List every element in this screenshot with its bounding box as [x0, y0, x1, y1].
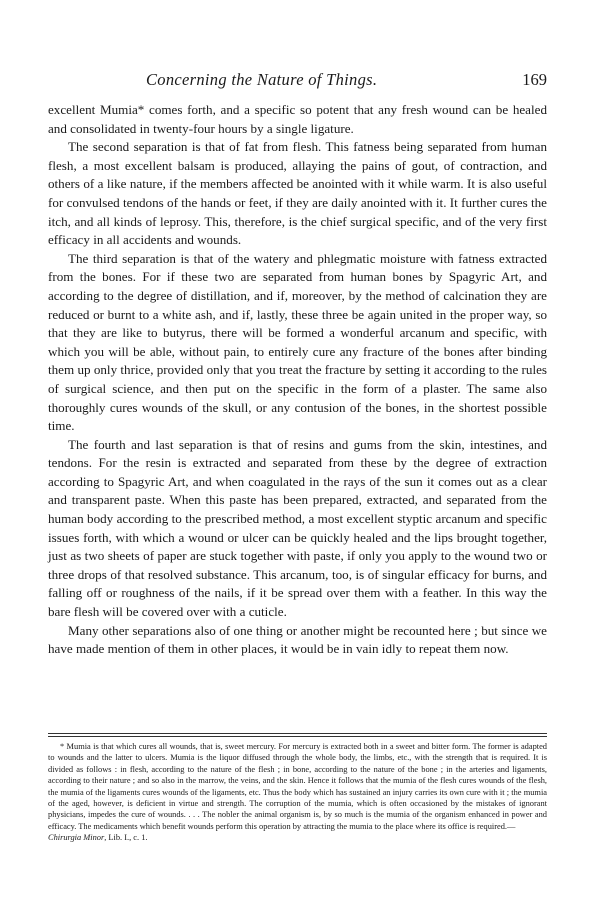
page-number: 169: [522, 70, 547, 89]
running-title: Concerning the Nature of Things.: [146, 70, 378, 89]
paragraph: The fourth and last separation is that of resins and gums from the skin, intestines, and tendons. For the resin is extracted and separated from these by the degree of extraction according to Spagyric Art, and when coagulated in the rays of the sun it comes out as a clear and transparent paste. When this paste has been prepared, extracted, and separated from the human body according to the prescribed method, a most excellent styptic arcanum and specific issues forth, with which a wound or ulcer can be quickly healed and the lips brought together, just as two sheets of paper are stuck together with paste, if only you apply to the wound two or three drops of that resolved substance. This arcanum, too, is of singular efficacy for burns, and falling off or roughness of the nails, if it be spread over them with a feather. In this way the bare flesh will be covered over with a cuticle.: [48, 436, 547, 620]
footnote-text: * Mumia is that which cures all wounds, that is, sweet mercury. For mercury is extracted both in a sweet and bitter form. The former is adapted to wounds and the latter to ulcers. Mumia is the liquor diffused through the whole body, the limbs, etc., with the strength that is required. It is divided as follows : in flesh, according to the nature of the flesh ; in bone, according to the nature of the bone ; in the arteries and ligaments, according to their nature ; and so also in the marrow, the veins, and the skin. Hence it follows that the mumia of the flesh cures wounds of the flesh, the mumia of the ligaments cures wounds of the ligaments, etc. Thus the body which has sustained an injury carries its own cure with it ; the mumia of the aged, however, is deficient in virtue and strength. The corruption of the mumia, which is often occasioned by the mistakes of ignorant physicians, impedes the cure of wounds. . . . The nobler the animal organism is, by so much is the mumia of the organism enhanced in power and efficacy. The medicaments which benefit wounds perform this operation by attracting the mumia to the place where its office is required.—: [48, 742, 547, 831]
page-header: [48, 70, 547, 96]
footnote-separator: [48, 733, 547, 739]
body-text: [48, 101, 547, 659]
footnote-citation-ref: , Lib. I., c. 1.: [104, 833, 148, 843]
paragraph: Many other separations also of one thing or another might be recounted here ; but since we have made mention of them in other places, it would be in vain idly to repeat them now.: [48, 622, 547, 657]
footnote-paragraph: [48, 741, 547, 844]
footnote-citation-work: Chirurgia Minor: [48, 833, 105, 843]
separator-line: [48, 736, 547, 737]
paragraph: excellent Mumia* comes forth, and a specific so potent that any fresh wound can be healed and consolidated in twenty-four hours by a single ligature.: [48, 102, 547, 136]
paragraph: The second separation is that of fat from flesh. This fatness being separated from human flesh, a most excellent balsam is produced, allaying the pains of gout, of contraction, and others of a like nature, if the members affected be anointed with it while warm. It is also useful for convulsed tendons of the hands or feet, if they are daily anointed with it. It further cures the itch, and all kinds of leprosy. This, therefore, is the chief surgical specific, and of the very first efficacy in all accidents and wounds.: [48, 139, 547, 248]
paragraph: The third separation is that of the watery and phlegmatic moisture with fatness extracted from the bones. For if these two are separated from human bones by Spagyric Art, and according to the degree of distillation, and if, moreover, by the method of calcination they are reduced or burnt to a white ash, and if, lastly, these three be again united in the proper way, so that they are like to butyrus, there will be formed a wonderful arcanum and specific, with which you will be able, without pain, to entirely cure any fracture of the bones after binding them up only thrice, provided only that you treat the fracture by setting it according to the rules of surgical science, and then put on the specific in the form of a plaster. The same also thoroughly cures wounds of the skull, or any contusion of the bones, in the shortest possible time.: [48, 250, 547, 434]
separator-line: [48, 733, 547, 734]
footnote: [48, 741, 547, 844]
